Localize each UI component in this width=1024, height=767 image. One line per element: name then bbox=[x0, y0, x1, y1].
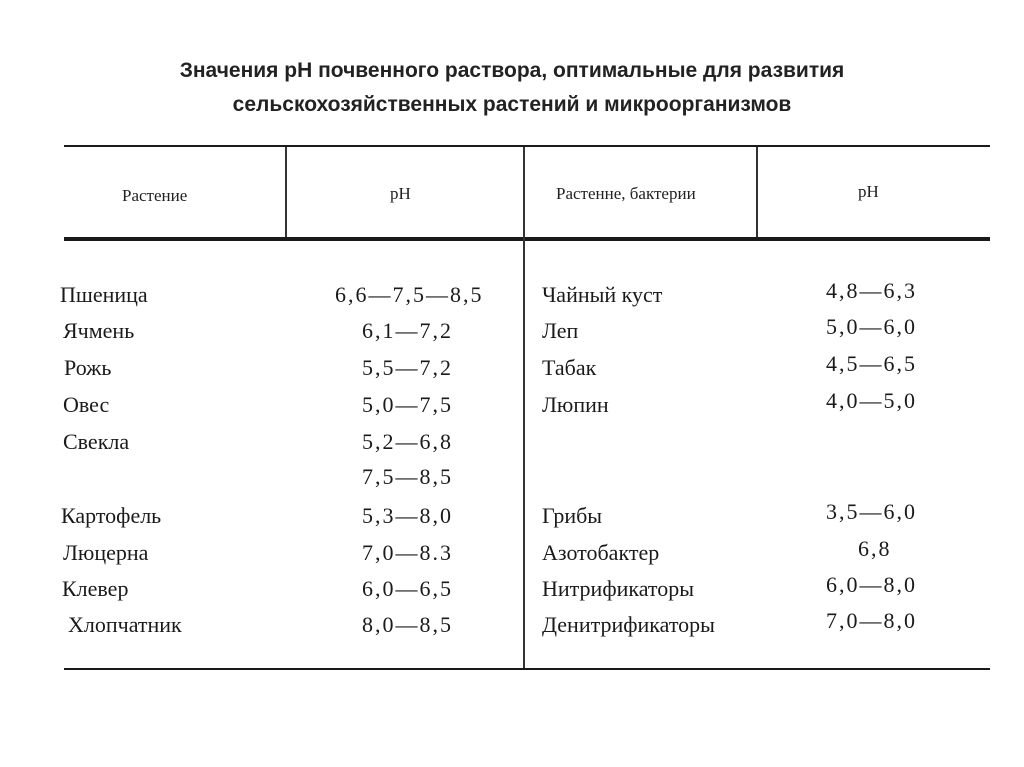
table-title bbox=[0, 54, 1024, 122]
header-ph-left: pH bbox=[390, 184, 411, 203]
left-row-plant: Хлопчатник bbox=[68, 612, 182, 637]
right-row-ph: 5,0—6,0 bbox=[826, 314, 917, 339]
right-row-organism: Грибы bbox=[542, 503, 603, 528]
title-line-2: сельскохозяйственных растений и микроорганизмов bbox=[232, 93, 792, 116]
left-row-ph: 8,0—8,5 bbox=[362, 612, 453, 637]
right-row-organism: Чайный куст bbox=[542, 282, 663, 307]
right-row-organism: Люпин bbox=[542, 392, 609, 417]
top-rule bbox=[64, 145, 990, 147]
right-row-ph: 3,5—6,0 bbox=[826, 499, 917, 524]
left-row-plant: Свекла bbox=[63, 429, 130, 454]
left-row-ph: 6,1—7,2 bbox=[362, 318, 453, 343]
right-row-ph: 4,5—6,5 bbox=[826, 351, 917, 376]
right-row-organism: Нитрификаторы bbox=[542, 576, 695, 601]
header-ph-right: pH bbox=[858, 182, 879, 201]
bottom-rule bbox=[64, 668, 990, 670]
header-divider-3 bbox=[756, 147, 758, 237]
left-row-ph: 6,6—7,5—8,5 bbox=[335, 282, 484, 307]
right-row-ph: 4,8—6,3 bbox=[826, 278, 917, 303]
left-row-ph: 5,5—7,2 bbox=[362, 355, 453, 380]
left-row-ph: 5,3—8,0 bbox=[362, 503, 453, 528]
center-divider bbox=[523, 147, 525, 668]
left-row-ph: 6,0—6,5 bbox=[362, 576, 453, 601]
left-row-plant: Овес bbox=[63, 392, 110, 417]
header-rule bbox=[64, 237, 990, 241]
right-row-ph: 7,0—8,0 bbox=[826, 608, 917, 633]
right-row-organism: Леп bbox=[542, 318, 579, 343]
header-plant: Растение bbox=[122, 186, 188, 205]
left-row-plant: Ячмень bbox=[63, 318, 135, 343]
left-row-plant: Пшеница bbox=[60, 282, 148, 307]
left-row-ph: 7,5—8,5 bbox=[362, 464, 453, 489]
left-row-plant: Клевер bbox=[62, 576, 129, 601]
left-row-plant: Картофель bbox=[61, 503, 162, 528]
left-row-plant: Рожь bbox=[64, 355, 112, 380]
right-row-ph: 4,0—5,0 bbox=[826, 388, 917, 413]
right-row-organism: Азотобактер bbox=[542, 540, 660, 565]
header-divider-1 bbox=[285, 147, 287, 237]
right-row-ph: 6,0—8,0 bbox=[826, 572, 917, 597]
right-row-organism: Табак bbox=[542, 355, 597, 380]
left-row-ph: 7,0—8.3 bbox=[362, 540, 453, 565]
title-line-1: Значения pH почвенного раствора, оптимальные для развития bbox=[179, 59, 845, 82]
left-row-plant: Люцерна bbox=[63, 540, 149, 565]
left-row-ph: 5,2—6,8 bbox=[362, 429, 453, 454]
right-row-organism: Денитрификаторы bbox=[542, 612, 715, 637]
right-row-ph: 6,8 bbox=[858, 536, 892, 561]
header-plant-bacteria: Растенне, бактерии bbox=[556, 184, 696, 203]
left-row-ph: 5,0—7,5 bbox=[362, 392, 453, 417]
